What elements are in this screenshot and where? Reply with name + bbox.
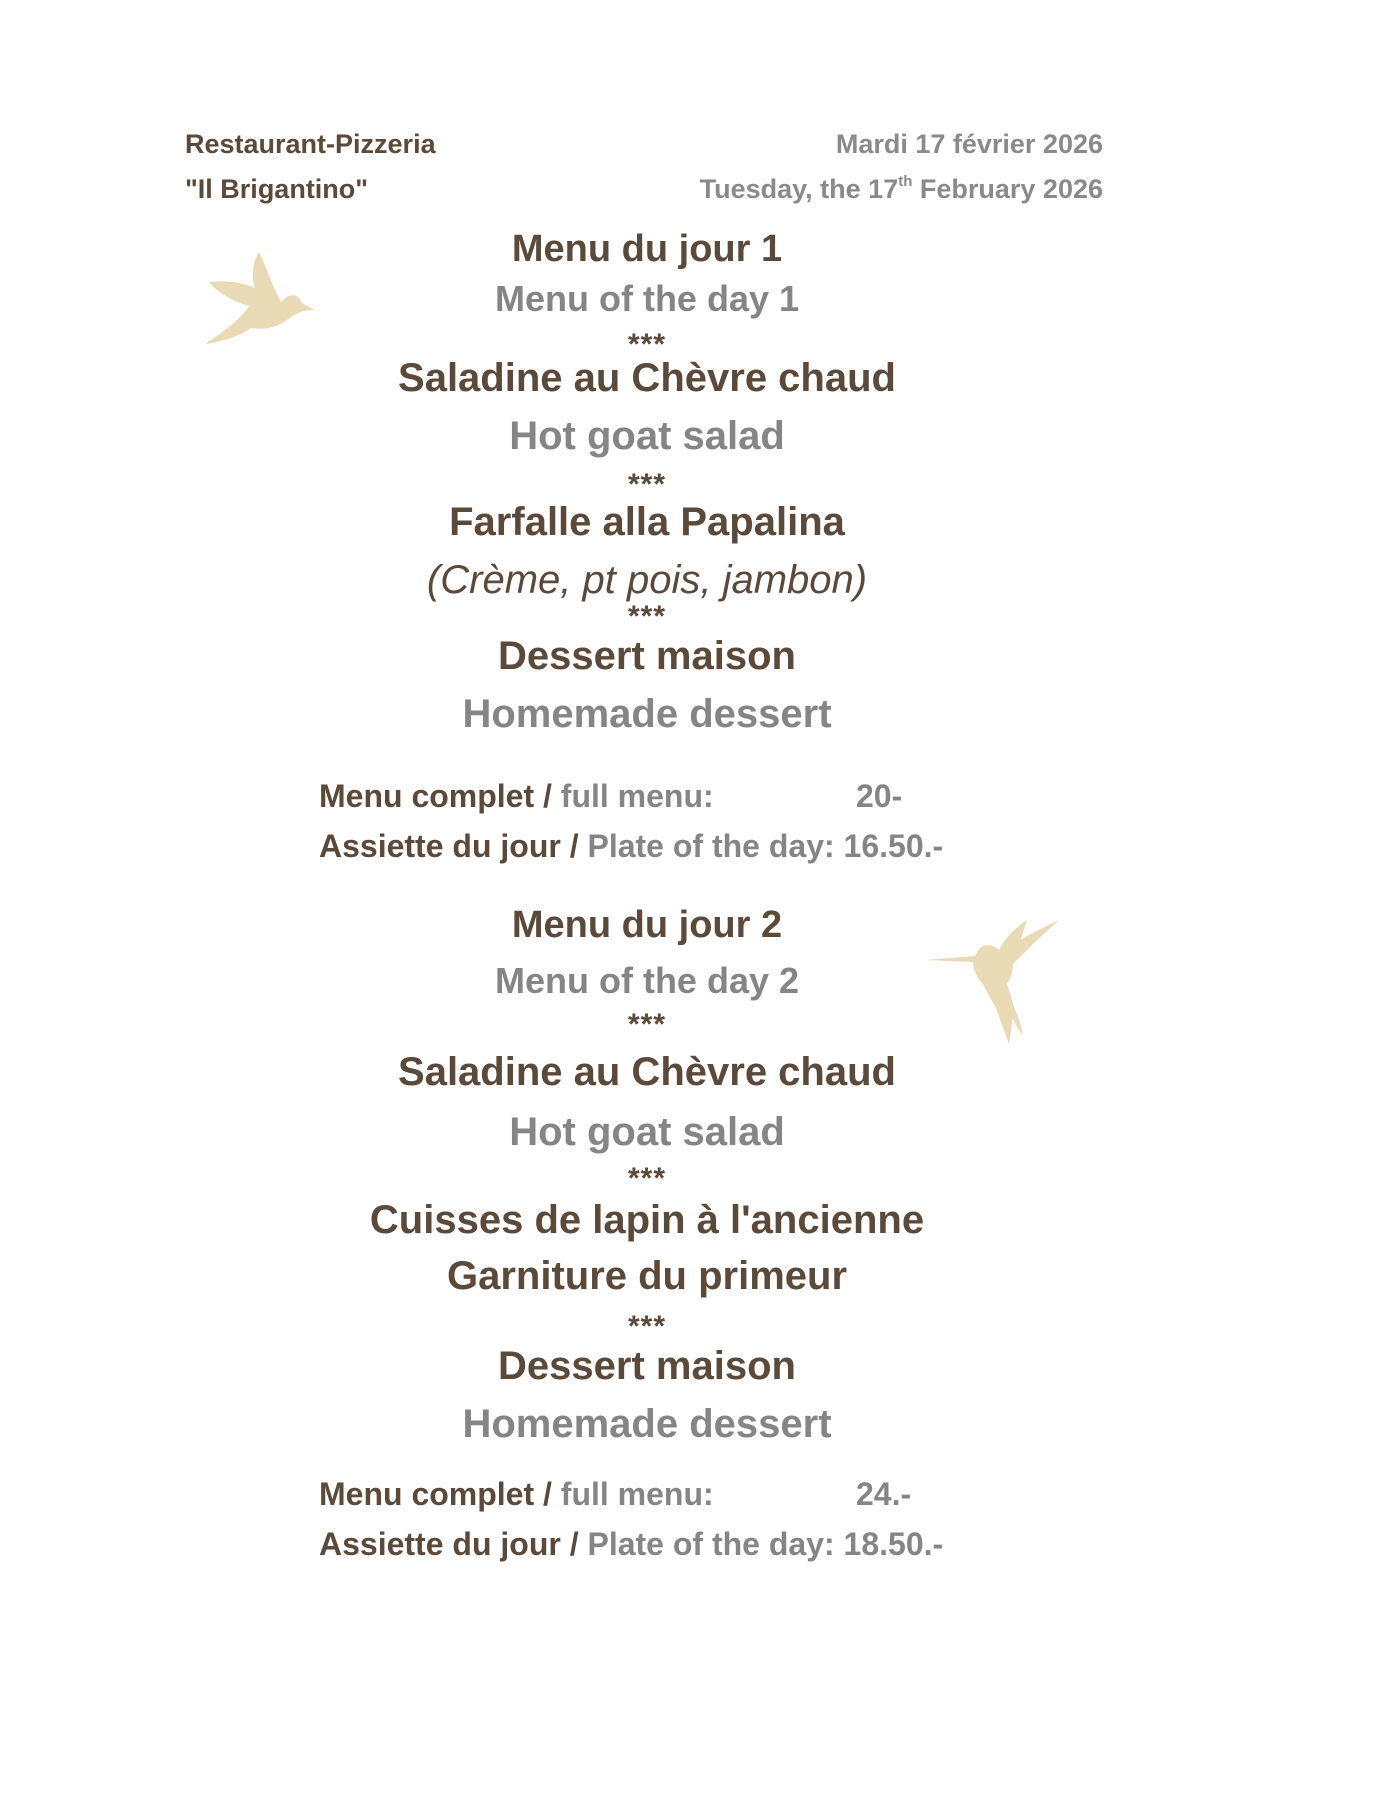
menu1-price-full-value: 20- — [856, 778, 903, 814]
menu2-price-full-fr: Menu complet / — [319, 1476, 561, 1512]
menu1-dessert-fr: Dessert maison — [498, 634, 796, 678]
menu2-price-plate-fr: Assiette du jour / — [319, 1526, 588, 1562]
date-english-suffix: February 2026 — [912, 174, 1103, 204]
menu-dates — [700, 122, 1103, 212]
menu2-price-full-en: full menu: — [560, 1476, 714, 1512]
menu1-subtitle: Menu of the day 1 — [494, 278, 800, 319]
menu2-price-plate — [319, 1526, 943, 1563]
menu2-dessert-fr: Dessert maison — [498, 1344, 796, 1388]
menu1-price-full-fr: Menu complet / — [319, 778, 561, 814]
menu2-main-fr-line-1: Cuisses de lapin à l'ancienne — [369, 1198, 925, 1242]
menu1-dessert-en: Homemade dessert — [462, 692, 832, 736]
restaurant-line-1: Restaurant-Pizzeria — [185, 129, 436, 159]
date-french: Mardi 17 février 2026 — [835, 129, 1103, 159]
menu1-main-fr: Farfalle alla Papalina — [449, 500, 845, 544]
menu2-price-plate-value: 18.50.- — [843, 1526, 944, 1562]
menu1-price-plate — [319, 828, 943, 865]
menu2-separator-3: *** — [627, 1310, 667, 1343]
menu2-separator-2: *** — [627, 1162, 667, 1195]
date-english-prefix: Tuesday, the 17 — [699, 174, 899, 204]
menu1-starter-en: Hot goat salad — [509, 414, 785, 458]
menu2-starter-en: Hot goat salad — [509, 1110, 785, 1154]
menu2-main-fr-line-2: Garniture du primeur — [446, 1254, 848, 1298]
menu1-price-plate-en: Plate of the day: — [587, 828, 835, 864]
menu2-separator-1: *** — [627, 1008, 667, 1041]
menu2-price-full-value: 24.- — [856, 1476, 912, 1512]
restaurant-name — [185, 122, 436, 212]
menu1-title: Menu du jour 1 — [511, 228, 783, 270]
menu1-price-plate-value: 16.50.- — [843, 828, 944, 864]
menu1-price-full-en: full menu: — [560, 778, 714, 814]
menu2-title: Menu du jour 2 — [511, 904, 783, 946]
menu2-price-plate-en: Plate of the day: — [587, 1526, 835, 1562]
menu1-separator-3: *** — [627, 600, 667, 633]
menu2-starter-fr: Saladine au Chèvre chaud — [398, 1050, 896, 1094]
menu1-price-plate-fr: Assiette du jour / — [319, 828, 588, 864]
date-english-sup: th — [898, 173, 913, 190]
menu1-starter-fr: Saladine au Chèvre chaud — [398, 356, 896, 400]
menu1-separator-2: *** — [627, 468, 667, 501]
menu1-main-note: (Crème, pt pois, jambon) — [426, 558, 868, 602]
menu1-separator-1: *** — [627, 328, 667, 361]
menu1-price-full — [319, 778, 714, 815]
restaurant-line-2: "Il Brigantino" — [185, 174, 369, 204]
menu2-subtitle: Menu of the day 2 — [494, 960, 800, 1001]
menu2-price-full — [319, 1476, 714, 1513]
date-english — [700, 167, 1103, 212]
menu2-dessert-en: Homemade dessert — [462, 1402, 832, 1446]
